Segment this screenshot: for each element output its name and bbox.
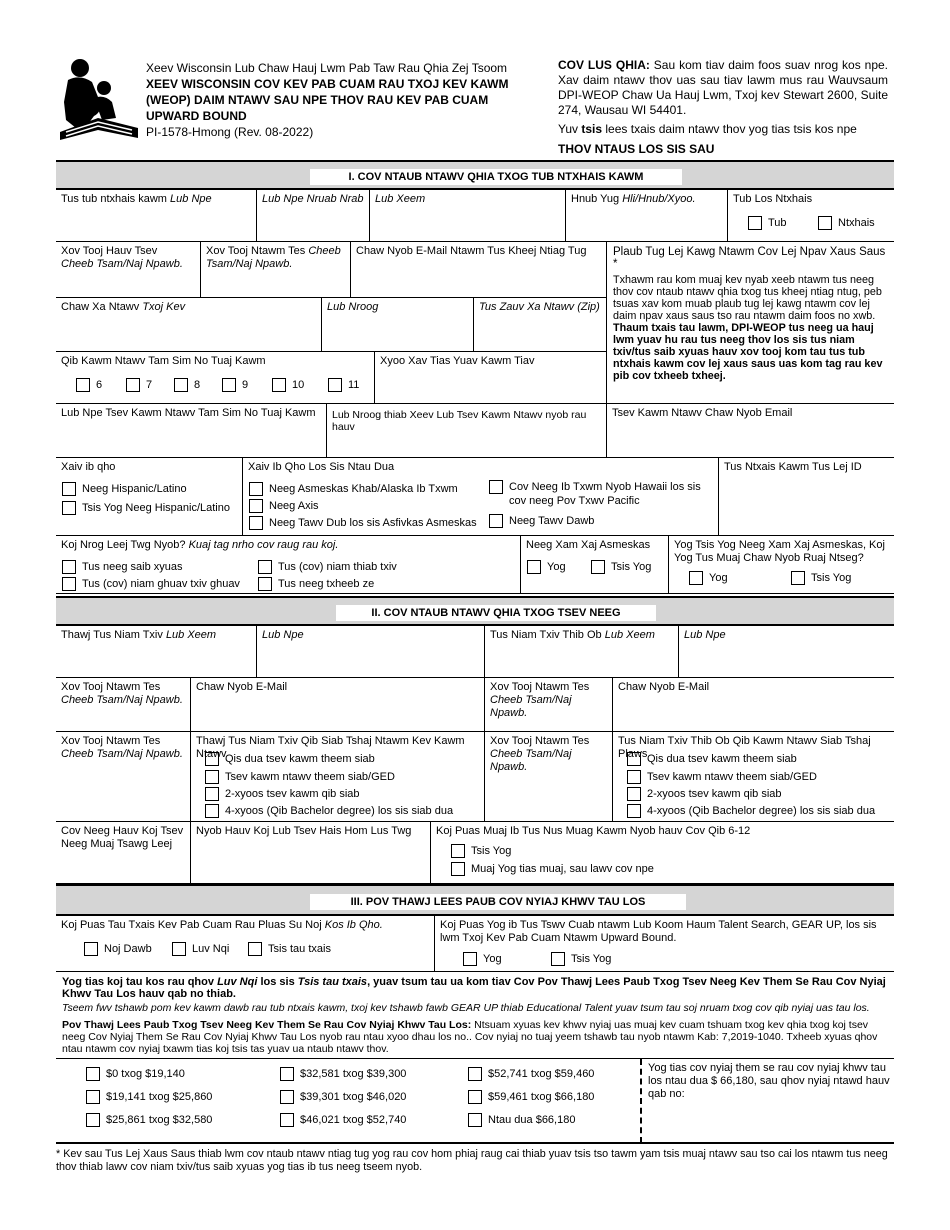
form-title-line2: (WEOP) DAIM NTAWV SAU NPE THOV RAU KEV PAB CUAM — [146, 93, 489, 107]
income-note3 — [62, 1019, 892, 1055]
label-it: Cheeb Tsam/Naj Npawb. — [61, 694, 183, 706]
label-it: Lub Xeem — [604, 629, 655, 641]
agency-name: Xeev Wisconsin Lub Chaw Hauj Lwm Pab Taw Rau Qhia Zej Tsoom — [146, 61, 508, 75]
section2-title: II. COV NTAUB NTAWV QHIA TXOG TSEV NEEG — [336, 605, 656, 621]
label: 10 — [292, 379, 305, 391]
label: 4-xyoos (Qib Bachelor degree) los sis siab dua — [225, 805, 454, 817]
note-text: Yuv — [558, 122, 582, 136]
section3-title: III. POV THAWJ LEES PAUB COV NYIAJ KHWV TAU LOS — [310, 894, 686, 910]
section2-header — [56, 596, 894, 626]
race-black-checkbox[interactable] — [249, 516, 477, 530]
text: los sis — [257, 976, 298, 988]
race-white-checkbox[interactable] — [489, 514, 594, 528]
label-it: Hli/Hnub/Xyoo. — [622, 193, 696, 205]
label: Tus tub ntxhais kawm — [61, 193, 171, 205]
home-language-field[interactable]: Nyob Hauv Koj Lub Tsev Hais Hom Lus Twg — [190, 822, 430, 883]
label-it: Lub Xeem — [165, 629, 217, 641]
form-number: PI-1578-Hmong (Rev. 08-2022) — [146, 125, 314, 139]
form-title-line1: XEEV WISCONSIN COV KEV PAB CUAM RAU TXOJ KEV KAWM — [146, 77, 509, 91]
income-range-8-checkbox[interactable] — [468, 1090, 594, 1104]
print-instruction: THOV NTAUS LOS SIS SAU — [558, 142, 715, 156]
resident-yes-checkbox[interactable] — [689, 571, 728, 585]
text-it: Luv Nqi — [217, 976, 258, 988]
label: 9 — [242, 379, 249, 391]
citizen-no-checkbox[interactable] — [591, 560, 651, 574]
citizen-field — [520, 536, 668, 593]
lunch-none-checkbox[interactable] — [248, 942, 331, 956]
label: Koj Puas Tau Txais Kev Pab Cuam Rau Pluas Su Noj — [61, 919, 325, 931]
section1-title: I. COV NTAUB NTAWV QHIA TXOG TUB NTXHAIS KAWM — [310, 169, 682, 185]
personal-email-field[interactable]: Chaw Nyob E-Mail Ntawm Tus Kheej Ntiag Tug — [350, 242, 606, 297]
home-phone-field[interactable] — [56, 242, 200, 297]
income-range-2-checkbox[interactable] — [86, 1090, 212, 1104]
label-it: Lub Npe — [170, 193, 212, 205]
grade-6-checkbox[interactable] — [76, 378, 102, 392]
label: Ntau dua $66,180 — [488, 1114, 576, 1126]
ethnicity-field — [56, 458, 242, 535]
parent1-email-field[interactable]: Chaw Nyob E-Mail — [190, 678, 484, 731]
sibling-no-checkbox[interactable] — [451, 844, 511, 858]
other-program-field — [434, 916, 894, 971]
income-range-5-checkbox[interactable] — [280, 1090, 406, 1104]
label: Yog — [547, 561, 566, 573]
living-guardian-checkbox[interactable] — [62, 560, 182, 574]
p2-edu-label: Tus Niam Txiv Thib Ob Qib Kawm Ntawv Siab Tshaj Plaws — [618, 735, 871, 760]
label-it: Kos Ib Qho. — [324, 919, 383, 931]
label: $59,461 txog $66,180 — [488, 1091, 595, 1103]
city-field[interactable]: Lub Nroog — [321, 298, 473, 351]
race-field — [242, 458, 718, 535]
label: Neeg Tawv Dawb — [509, 515, 595, 527]
section3-header — [56, 884, 894, 916]
label: 6 — [96, 379, 103, 391]
sibling-yes-checkbox[interactable] — [451, 862, 654, 876]
race-pacific-checkbox[interactable] — [489, 480, 701, 494]
resident-field — [668, 536, 894, 593]
label: Neeg Asmeskas Khab/Alaska Ib Txwm — [269, 483, 458, 495]
hispanic-checkbox[interactable] — [62, 482, 187, 496]
text-it: Tsis tau txais — [297, 976, 368, 988]
lunch-free-checkbox[interactable] — [84, 942, 152, 956]
parent1-first-name-field[interactable]: Lub Npe — [256, 626, 484, 677]
living-foster-checkbox[interactable] — [62, 577, 240, 591]
income-range-7-checkbox[interactable] — [468, 1067, 594, 1081]
income-range-9-checkbox[interactable] — [468, 1113, 575, 1127]
text: , yuav tsum tau ua kom tiav Cov Pov Thawj Lees Paub Txog Tsev Neeg Kev Them Se Rau Cov Nyiaj Khwv Tau Los hauv qab no thiab. — [62, 976, 886, 1000]
parent1-phone2-field[interactable] — [56, 732, 190, 821]
gender-label: Tub Los Ntxhais — [733, 193, 813, 205]
ssn-field[interactable] — [606, 242, 894, 404]
citizen-label: Neeg Xam Xaj Asmeskas — [526, 539, 651, 551]
section1-header — [56, 160, 894, 190]
lunch-field — [56, 916, 434, 971]
income-box — [56, 1058, 894, 1144]
program-no-checkbox[interactable] — [551, 952, 611, 966]
zip-field[interactable]: Tus Zauv Xa Ntawv (Zip) — [473, 298, 606, 351]
income-note2: Tseem fwv tshawb pom kev kawm dawb rau tub ntxais kawm, txoj kev tshawb fawb GEAR UP thiab Educational Talent yuav tsum tau soj nruam txog cov qib nyiaj uas tau los. — [62, 1002, 870, 1014]
lunch-reduced-checkbox[interactable] — [172, 942, 229, 956]
ssn-text: Txhawm rau kom muaj kev nyab xeeb ntawm tus neeg thov cov ntaub ntawv qhia txog tus kheej ntiag ntug, peb tsuas xav kom muab plaub tug lej kawg ntawm cov lej daim npav xaus saus tso rau ntawm daim foos no xwb. — [613, 274, 882, 322]
parent2-education-field — [612, 732, 894, 821]
parent1-education-field — [190, 732, 484, 821]
school-email-field[interactable]: Tsev Kawm Ntawv Chaw Nyob Email — [606, 404, 894, 457]
label: Chaw Xa Ntawv — [61, 301, 143, 313]
gender-female-checkbox[interactable] — [818, 216, 875, 230]
label: Xov Tooj Ntawm Tes — [61, 681, 161, 693]
resident-label: Yog Tsis Yog Neeg Xam Xaj Asmeskas, Koj Yog Tus Muaj Chaw Nyob Ruaj Ntseg? — [674, 539, 885, 564]
label: $46,021 txog $52,740 — [300, 1114, 407, 1126]
race-label: Xaiv Ib Qho Los Sis Ntau Dua — [248, 461, 395, 473]
label: $39,301 txog $46,020 — [300, 1091, 407, 1103]
income-range-4-checkbox[interactable] — [280, 1067, 406, 1081]
label: Xov Tooj Ntawm Tes — [490, 735, 590, 747]
student-id-field[interactable]: Tus Ntxais Kawm Tus Lej ID — [718, 458, 894, 535]
text: Yog tias koj tau kos rau qhov — [62, 976, 218, 988]
label: Xov Tooj Ntawm Tes — [61, 735, 161, 747]
resident-no-checkbox[interactable] — [791, 571, 851, 585]
p1-edu-2yr-checkbox[interactable] — [205, 787, 360, 801]
income-range-1-checkbox[interactable] — [86, 1067, 185, 1081]
label: $52,741 txog $59,460 — [488, 1068, 595, 1080]
note-text-end: lees txais daim ntawv thov yog tias tsis kos npe — [602, 122, 857, 136]
cell-phone-field[interactable] — [200, 242, 350, 297]
parent2-first-name-field[interactable]: Lub Npe — [678, 626, 894, 677]
label: Koj Nrog Leej Twg Nyob? — [61, 539, 189, 551]
label: $32,581 txog $39,300 — [300, 1068, 407, 1080]
label: Luv Nqi — [192, 943, 230, 955]
label: Ntxhais — [838, 217, 875, 229]
gender-field — [727, 190, 894, 241]
divider — [640, 1059, 642, 1143]
label: Tus neeg txheeb ze — [278, 578, 375, 590]
p2-edu-hs-checkbox[interactable] — [627, 770, 817, 784]
label: Tus Niam Txiv Thib Ob — [490, 629, 605, 641]
footer-note: * Kev sau Tus Lej Xaus Saus thiab lwm cov ntaub ntawv ntiag tug yog rau cov hom phiaj raug cai thiab yuav tsis tso tawm yam tsis muaj ntawv sau tso cai los ntawm tus neeg thov thiab lawv cov niam txiv/tus saib xyuas yog tias ib tus neeg tseem nyob. — [56, 1148, 888, 1173]
parent2-phone2-field[interactable] — [484, 732, 612, 821]
parent2-cell-field[interactable] — [484, 678, 612, 731]
label: $0 txog $19,140 — [106, 1068, 185, 1080]
not-hispanic-checkbox[interactable] — [62, 501, 230, 515]
label: Tsis tau txais — [268, 943, 331, 955]
dob-field[interactable] — [565, 190, 727, 241]
grade-10-checkbox[interactable] — [272, 378, 304, 392]
label: $19,141 txog $25,860 — [106, 1091, 213, 1103]
race-asian-checkbox[interactable] — [249, 499, 319, 513]
income-note1 — [62, 976, 892, 1000]
label: Tsis Yog — [611, 561, 652, 573]
label: Noj Dawb — [104, 943, 152, 955]
note-bold: tsis — [581, 122, 603, 136]
living-relative-checkbox[interactable] — [258, 577, 374, 591]
grade-field — [56, 352, 374, 403]
ssn-label: Plaub Tug Lej Kawg Ntawm Cov Lej Npav Xaus Saus * — [613, 246, 886, 270]
p1-edu-hs-checkbox[interactable] — [205, 770, 395, 784]
school-name-field[interactable]: Lub Npe Tsev Kawm Ntawv Tam Sim No Tuaj Kawm — [61, 407, 316, 419]
label-it: Cheeb Tsam/Naj Npawb. — [61, 258, 183, 270]
label: Yog — [709, 572, 728, 584]
grad-year-field[interactable]: Xyoo Xav Tias Yuav Kawm Tiav — [374, 352, 606, 403]
parent2-email-field[interactable]: Chaw Nyob E-Mail — [612, 678, 894, 731]
label: Muaj Yog tias muaj, sau lawv cov npe — [471, 863, 654, 875]
label-it: Cheeb — [308, 245, 341, 257]
label: 7 — [146, 379, 153, 391]
address-field[interactable] — [56, 298, 321, 351]
label-it: Cheeb Tsam/Naj Npawb. — [61, 748, 183, 760]
label: Tsis Yog — [471, 845, 512, 857]
label: Xov Tooj Ntawm Tes — [206, 245, 309, 257]
instructions-label: COV LUS QHIA: — [558, 58, 650, 72]
label: Yog — [483, 953, 502, 965]
p2-edu-4yr-checkbox[interactable] — [627, 804, 875, 818]
label-it: Txoj Kev — [142, 301, 186, 313]
ethnicity-label: Xaiv ib qho — [61, 461, 116, 473]
label: Tus neeg saib xyuas — [82, 561, 183, 573]
sibling-label: Koj Puas Muaj Ib Tus Nus Muag Kawm Nyob hauv Cov Qib 6-12 — [436, 825, 751, 837]
parent1-last-name-field[interactable] — [56, 626, 256, 677]
race-native-checkbox[interactable] — [249, 482, 458, 496]
last-name-field[interactable]: Lub Xeem — [369, 190, 565, 241]
middle-name-field[interactable]: Lub Npe Nruab Nrab — [256, 190, 369, 241]
living-with-field — [56, 536, 520, 593]
instructions-text: Sau kom tiav daim foos suav nrog kos npe. Xav daim ntawv thov uas sau tiav lawm mus rau Wauvsaum DPI-WEOP Chaw Ua Hauj Lwm, Txoj kev Stewart 2600, Suite 274, Wausau WI 54401. — [558, 58, 888, 117]
p1-edu-label: Thawj Tus Niam Txiv Qib Siab Tshaj Ntawm Kev Kawm Ntawv — [196, 735, 465, 760]
label: 8 — [194, 379, 201, 391]
income-range-3-checkbox[interactable] — [86, 1113, 212, 1127]
label-it2: Tsam/Naj Npawb. — [206, 258, 293, 270]
text-bold: Pov Thawj Lees Paub Txog Tsev Neeg Kev Them Se Rau Cov Nyiaj Khwv Tau Los: — [62, 1019, 472, 1031]
label: Neeg Tawv Dub los sis Asfivkas Asmeskas — [269, 517, 477, 529]
ssn-text-bold: Thaum txais tau lawm, DPI-WEOP tus neeg ua hauj lwm yuav hu rau tus neeg thov los sis tus niam txiv/tus saib xyuas hauv xov tooj kom tau tus tub ntxhais kawm cov lej xaus saus uas kom tag rau kev pib cov txheeb txheej. — [613, 322, 883, 382]
program-label: Koj Puas Yog ib Tus Tswv Cuab ntawm Lub Koom Haum Talent Search, GEAR UP, los sis lwm Txoj Kev Pab Cuam Ntawm Upward Bound. — [440, 919, 877, 944]
label: Qis dua tsev kawm theem siab — [647, 753, 797, 765]
dpi-logo — [58, 58, 140, 140]
label: Tub — [768, 217, 787, 229]
label: Cov Neeg Ib Txwm Nyob Hawaii los sis — [509, 481, 701, 493]
label: Xov Tooj Ntawm Tes — [490, 681, 590, 693]
form-title-line3: UPWARD BOUND — [146, 109, 247, 123]
label: Tus (cov) niam thiab txiv — [278, 561, 397, 573]
label: Tus (cov) niam ghuav txiv ghuav — [82, 578, 240, 590]
household-size-field[interactable]: Cov Neeg Hauv Koj Tsev Neeg Muaj Tsawg Leej — [61, 825, 184, 850]
sibling-field — [430, 822, 894, 883]
label: Tsis Yog — [571, 953, 612, 965]
p1-edu-4yr-checkbox[interactable] — [205, 804, 453, 818]
label: Neeg Hispanic/Latino — [82, 483, 187, 495]
label-it: Cheeb Tsam/Naj Npawb. — [490, 694, 572, 719]
label: Neeg Axis — [269, 500, 319, 512]
label: Xov Tooj Hauv Tsev — [61, 245, 158, 257]
label-it: Kuaj tag nrho cov raug rau koj. — [188, 539, 339, 551]
race-pacific-label2: cov neeg Pov Txwv Pacific — [509, 495, 640, 507]
label: Hnub Yug — [571, 193, 623, 205]
label: Qis dua tsev kawm theem siab — [225, 753, 375, 765]
p2-edu-2yr-checkbox[interactable] — [627, 787, 782, 801]
label-it: Cheeb Tsam/Naj Npawb. — [490, 748, 572, 773]
student-first-name-field[interactable] — [56, 190, 256, 241]
p2-edu-less-hs-checkbox[interactable] — [627, 752, 797, 766]
label: Tsis Yog Neeg Hispanic/Latino — [82, 502, 230, 514]
grade-7-checkbox[interactable] — [126, 378, 152, 392]
label: Tsev kawm ntawv theem siab/GED — [647, 771, 817, 783]
living-parents-checkbox[interactable] — [258, 560, 397, 574]
income-above-text[interactable]: Yog tias cov nyiaj them se rau cov nyiaj khwv tau los ntau dua $ 66,180, sau qhov nyiaj ntawd hauv qab no: — [648, 1062, 890, 1100]
label: 4-xyoos (Qib Bachelor degree) los sis siab dua — [647, 805, 876, 817]
label: Tsev kawm ntawv theem siab/GED — [225, 771, 395, 783]
label: $25,861 txog $32,580 — [106, 1114, 213, 1126]
label: Thawj Tus Niam Txiv — [61, 629, 166, 641]
grade-11-checkbox[interactable] — [328, 378, 359, 392]
income-range-6-checkbox[interactable] — [280, 1113, 406, 1127]
citizen-yes-checkbox[interactable] — [527, 560, 566, 574]
label: 11 — [348, 379, 360, 391]
label: 2-xyoos tsev kawm qib siab — [225, 788, 360, 800]
parent1-cell-field[interactable] — [56, 678, 190, 731]
program-yes-checkbox[interactable] — [463, 952, 502, 966]
reading-figures-icon — [58, 58, 140, 140]
school-city-field[interactable]: Lub Nroog thiab Xeev Lub Tsev Kawm Ntawv nyob rau hauv — [326, 404, 606, 457]
grade-9-checkbox[interactable] — [222, 378, 248, 392]
label: Tsis Yog — [811, 572, 852, 584]
gender-male-checkbox[interactable] — [748, 216, 787, 230]
p1-edu-less-hs-checkbox[interactable] — [205, 752, 375, 766]
grade-label: Qib Kawm Ntawv Tam Sim No Tuaj Kawm — [61, 355, 266, 367]
label: 2-xyoos tsev kawm qib siab — [647, 788, 782, 800]
parent2-last-name-field[interactable] — [484, 626, 678, 677]
text: Ntsuam xyuas kev khwv nyiaj uas muaj kev cuam tshuam txog kev qhia txog koj tsev neeg Cov Nyiaj Them Se Rau Cov Nyiaj Khwv Tau Los nyob rau ntau xyoo dhau los no.. Cov nyiaj no tuaj yeem tshawb tau nyob ntawm Kab: 7,2019-1040. Txheeb xyuas qhov ntau ntawm cov nyiaj txawm tias koj tsis tas yuav ua ntaub ntawv thov. — [62, 1019, 878, 1055]
grade-8-checkbox[interactable] — [174, 378, 200, 392]
